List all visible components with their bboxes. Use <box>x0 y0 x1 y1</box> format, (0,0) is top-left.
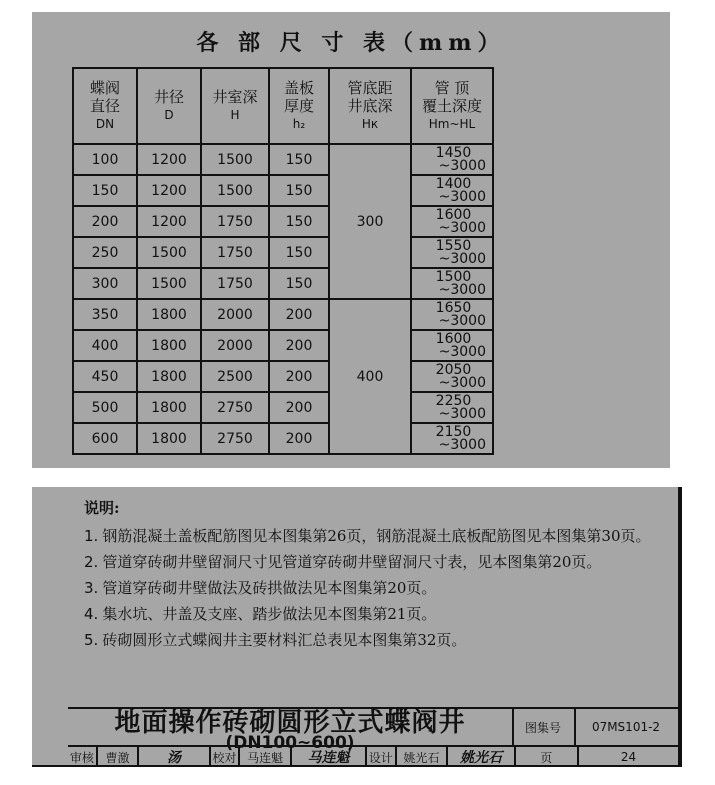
cell-d: 1800 <box>137 392 201 423</box>
cell-hk-group1: 300 <box>329 144 411 299</box>
page-label: 页 <box>516 747 579 767</box>
header-hk: 管底距 井底深 Hк <box>329 68 411 144</box>
table-row <box>73 361 493 392</box>
cell-h: 1500 <box>201 175 269 206</box>
note-item: 2. 管道穿砖砌井壁留洞尺寸见管道穿砖砌井壁留洞尺寸表，见本图集第20页。 <box>84 553 602 571</box>
table-row <box>73 237 493 268</box>
cell-h2: 150 <box>269 206 329 237</box>
cell-dn: 500 <box>73 392 137 423</box>
notes-panel <box>32 487 682 767</box>
cell-h2: 150 <box>269 268 329 299</box>
table-row <box>73 330 493 361</box>
table-row <box>73 392 493 423</box>
table-row <box>73 175 493 206</box>
signature-row <box>68 745 678 767</box>
cell-cover: 1450 ~3000 <box>411 144 493 175</box>
cell-h2: 150 <box>269 237 329 268</box>
table-row <box>73 206 493 237</box>
header-dn: 蝶阀 直径 DN <box>73 68 137 144</box>
cell-h2: 200 <box>269 330 329 361</box>
dimension-table <box>72 67 494 455</box>
notes-list <box>84 523 651 653</box>
cell-h: 1500 <box>201 144 269 175</box>
cell-d: 1200 <box>137 206 201 237</box>
cell-dn: 150 <box>73 175 137 206</box>
check-name: 马连魁 <box>240 747 292 767</box>
notes <box>84 495 651 653</box>
cell-h2: 200 <box>269 361 329 392</box>
header-d: 井径 D <box>137 68 201 144</box>
cell-h: 2750 <box>201 392 269 423</box>
table-header-row <box>73 68 493 144</box>
notes-heading: 说明: <box>84 499 120 517</box>
cell-h: 1750 <box>201 268 269 299</box>
table-row <box>73 144 493 175</box>
note-item: 3. 管道穿砖砌井壁做法及砖拱做法见本图集第20页。 <box>84 579 437 597</box>
design-label: 设计 <box>367 747 397 767</box>
cell-h2: 200 <box>269 299 329 330</box>
title-block <box>68 707 678 765</box>
cell-d: 1500 <box>137 237 201 268</box>
cell-cover: 1650 ~3000 <box>411 299 493 330</box>
check-label: 校对 <box>211 747 241 767</box>
cell-cover: 1550 ~3000 <box>411 237 493 268</box>
cell-d: 1800 <box>137 299 201 330</box>
cell-d: 1800 <box>137 423 201 454</box>
review-name: 曹激 <box>98 747 140 767</box>
cell-h2: 200 <box>269 392 329 423</box>
design-name: 姚光石 <box>397 747 449 767</box>
cell-cover: 2250 ~3000 <box>411 392 493 423</box>
table-row <box>73 268 493 299</box>
cell-hk-group2: 400 <box>329 299 411 454</box>
review-label: 审核 <box>68 747 98 767</box>
check-signature: 马连魁 <box>292 747 367 767</box>
cell-h: 1750 <box>201 237 269 268</box>
cell-h2: 150 <box>269 144 329 175</box>
table-row <box>73 299 493 330</box>
atlas-number-label: 图集号 <box>512 709 576 745</box>
cell-h: 2000 <box>201 330 269 361</box>
cell-h2: 150 <box>269 175 329 206</box>
header-h: 井室深 H <box>201 68 269 144</box>
page-number: 24 <box>620 750 637 764</box>
cell-dn: 450 <box>73 361 137 392</box>
cell-d: 1500 <box>137 268 201 299</box>
cell-d: 1800 <box>137 361 201 392</box>
atlas-number-value: 07MS101-2 <box>591 720 661 734</box>
cell-cover: 1600 ~3000 <box>411 330 493 361</box>
cell-h2: 200 <box>269 423 329 454</box>
table-row <box>73 423 493 454</box>
cell-cover: 2050 ~3000 <box>411 361 493 392</box>
cell-dn: 100 <box>73 144 137 175</box>
drawing-title: 地面操作砖砌圆形立式蝶阀井 (DN100~600) <box>68 709 514 745</box>
cell-h: 1750 <box>201 206 269 237</box>
cell-dn: 300 <box>73 268 137 299</box>
cell-dn: 350 <box>73 299 137 330</box>
cell-h: 2500 <box>201 361 269 392</box>
note-item: 1. 钢筋混凝土盖板配筋图见本图集第26页，钢筋混凝土底板配筋图见本图集第30页。 <box>84 527 651 545</box>
cell-dn: 250 <box>73 237 137 268</box>
cell-cover: 2150 ~3000 <box>411 423 493 454</box>
cell-cover: 1600 ~3000 <box>411 206 493 237</box>
cell-cover: 1500 ~3000 <box>411 268 493 299</box>
cell-dn: 200 <box>73 206 137 237</box>
note-item: 5. 砖砌圆形立式蝶阀井主要材料汇总表见本图集第32页。 <box>84 631 467 649</box>
header-h2: 盖板 厚度 h₂ <box>269 68 329 144</box>
note-item: 4. 集水坑、井盖及支座、踏步做法见本图集第21页。 <box>84 605 437 623</box>
cell-dn: 400 <box>73 330 137 361</box>
header-cover: 管 顶 覆土深度 Hm~HL <box>411 68 493 144</box>
design-signature: 姚光石 <box>448 747 515 767</box>
cell-d: 1800 <box>137 330 201 361</box>
cell-d: 1200 <box>137 175 201 206</box>
dimension-table-panel <box>32 12 670 468</box>
table-title: 各 部 尺 寸 表（mm） <box>196 30 506 56</box>
cell-cover: 1400 ~3000 <box>411 175 493 206</box>
review-signature: 汤 <box>139 747 210 767</box>
cell-h: 2750 <box>201 423 269 454</box>
cell-d: 1200 <box>137 144 201 175</box>
cell-h: 2000 <box>201 299 269 330</box>
cell-dn: 600 <box>73 423 137 454</box>
